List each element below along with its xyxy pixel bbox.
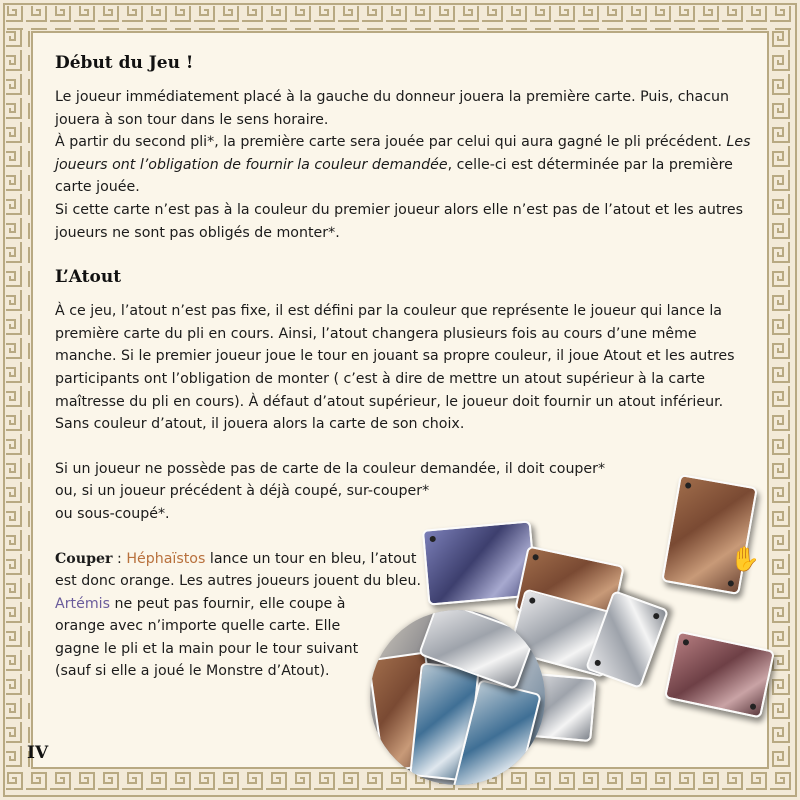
paragraph-first-card: Le joueur immédiatement placé à la gauche du donneur jouera la première carte. Puis, chacun jouera à son tour dans le sens horaire. — [55, 89, 730, 128]
card-red-played — [664, 630, 775, 718]
section-title-debut: Début du Jeu ! — [55, 53, 194, 73]
example-separator: : — [112, 550, 127, 567]
raised-hand-icon: ✋ — [730, 547, 760, 573]
obligation-emphasis: Les joueurs ont l’obligation de fournir la couleur demandée — [55, 134, 751, 173]
paragraph-trump-definition: À ce jeu, l’atout n’est pas fixe, il est défini par la couleur que représente le joueur qui lance la première carte du pli en cours. Ainsi, l’atout changera plusieurs fois au cours d’une même manche. Si le premier joueur joue le tour en jouant sa propre couleur, il joue Atout et les autres participants ont l’obligation de monter ( c’est à dire de mettre un atout supérieur à la carte maîtresse du pli en cours). À défaut d’atout supérieur, le joueur doit fournir un atout inférieur. — [55, 303, 735, 410]
paragraph-not-trump: Si cette carte n’est pas à la couleur du premier joueur alors elle n’est pas de l’atout et les autres joueurs ne sont pas obligés de monter*. — [55, 201, 744, 241]
section-title-atout: L’Atout — [55, 267, 122, 288]
example-line-6: (sauf si elle a joué le Monstre d’Atout). — [55, 663, 330, 680]
artemis-name: Artémis — [55, 595, 110, 612]
paragraph-second-trick — [55, 131, 755, 199]
cards-illustration — [370, 460, 770, 780]
paragraph-cut-line-1: Si un joueur ne possède pas de carte de la couleur demandée, il doit couper* — [55, 460, 606, 477]
player-hand-closeup — [370, 610, 545, 785]
example-text-1: lance un tour en bleu, l’atout — [205, 550, 417, 567]
paragraph-second-trick-end: , celle-ci est déterminée par la première carte jouée. — [55, 156, 733, 196]
example-line-5: gagne le pli et la main pour le tour suivant — [55, 640, 359, 657]
hephaistos-name: Héphaïstos — [126, 550, 206, 567]
example-text-3: ne peut pas fournir, elle coupe à — [109, 595, 346, 612]
page-number: IV — [27, 743, 49, 763]
example-line-2: est donc orange. Les autres joueurs jouent du bleu. — [55, 573, 421, 590]
example-label: Couper — [55, 550, 113, 567]
paragraph-cut-line-2: ou, si un joueur précédent à déjà coupé, sur-couper* — [55, 483, 430, 500]
paragraph-cut-line-3: ou sous-coupé*. — [55, 505, 170, 522]
card-orange-standing — [661, 474, 758, 595]
example-line-4: orange avec n’importe quelle carte. Elle — [55, 618, 341, 635]
paragraph-second-trick-start: À partir du second pli*, la première carte sera jouée par celui qui aura gagné le pli précédent. — [55, 134, 727, 151]
paragraph-no-trump: Sans couleur d’atout, il jouera alors la carte de son choix. — [55, 416, 465, 433]
